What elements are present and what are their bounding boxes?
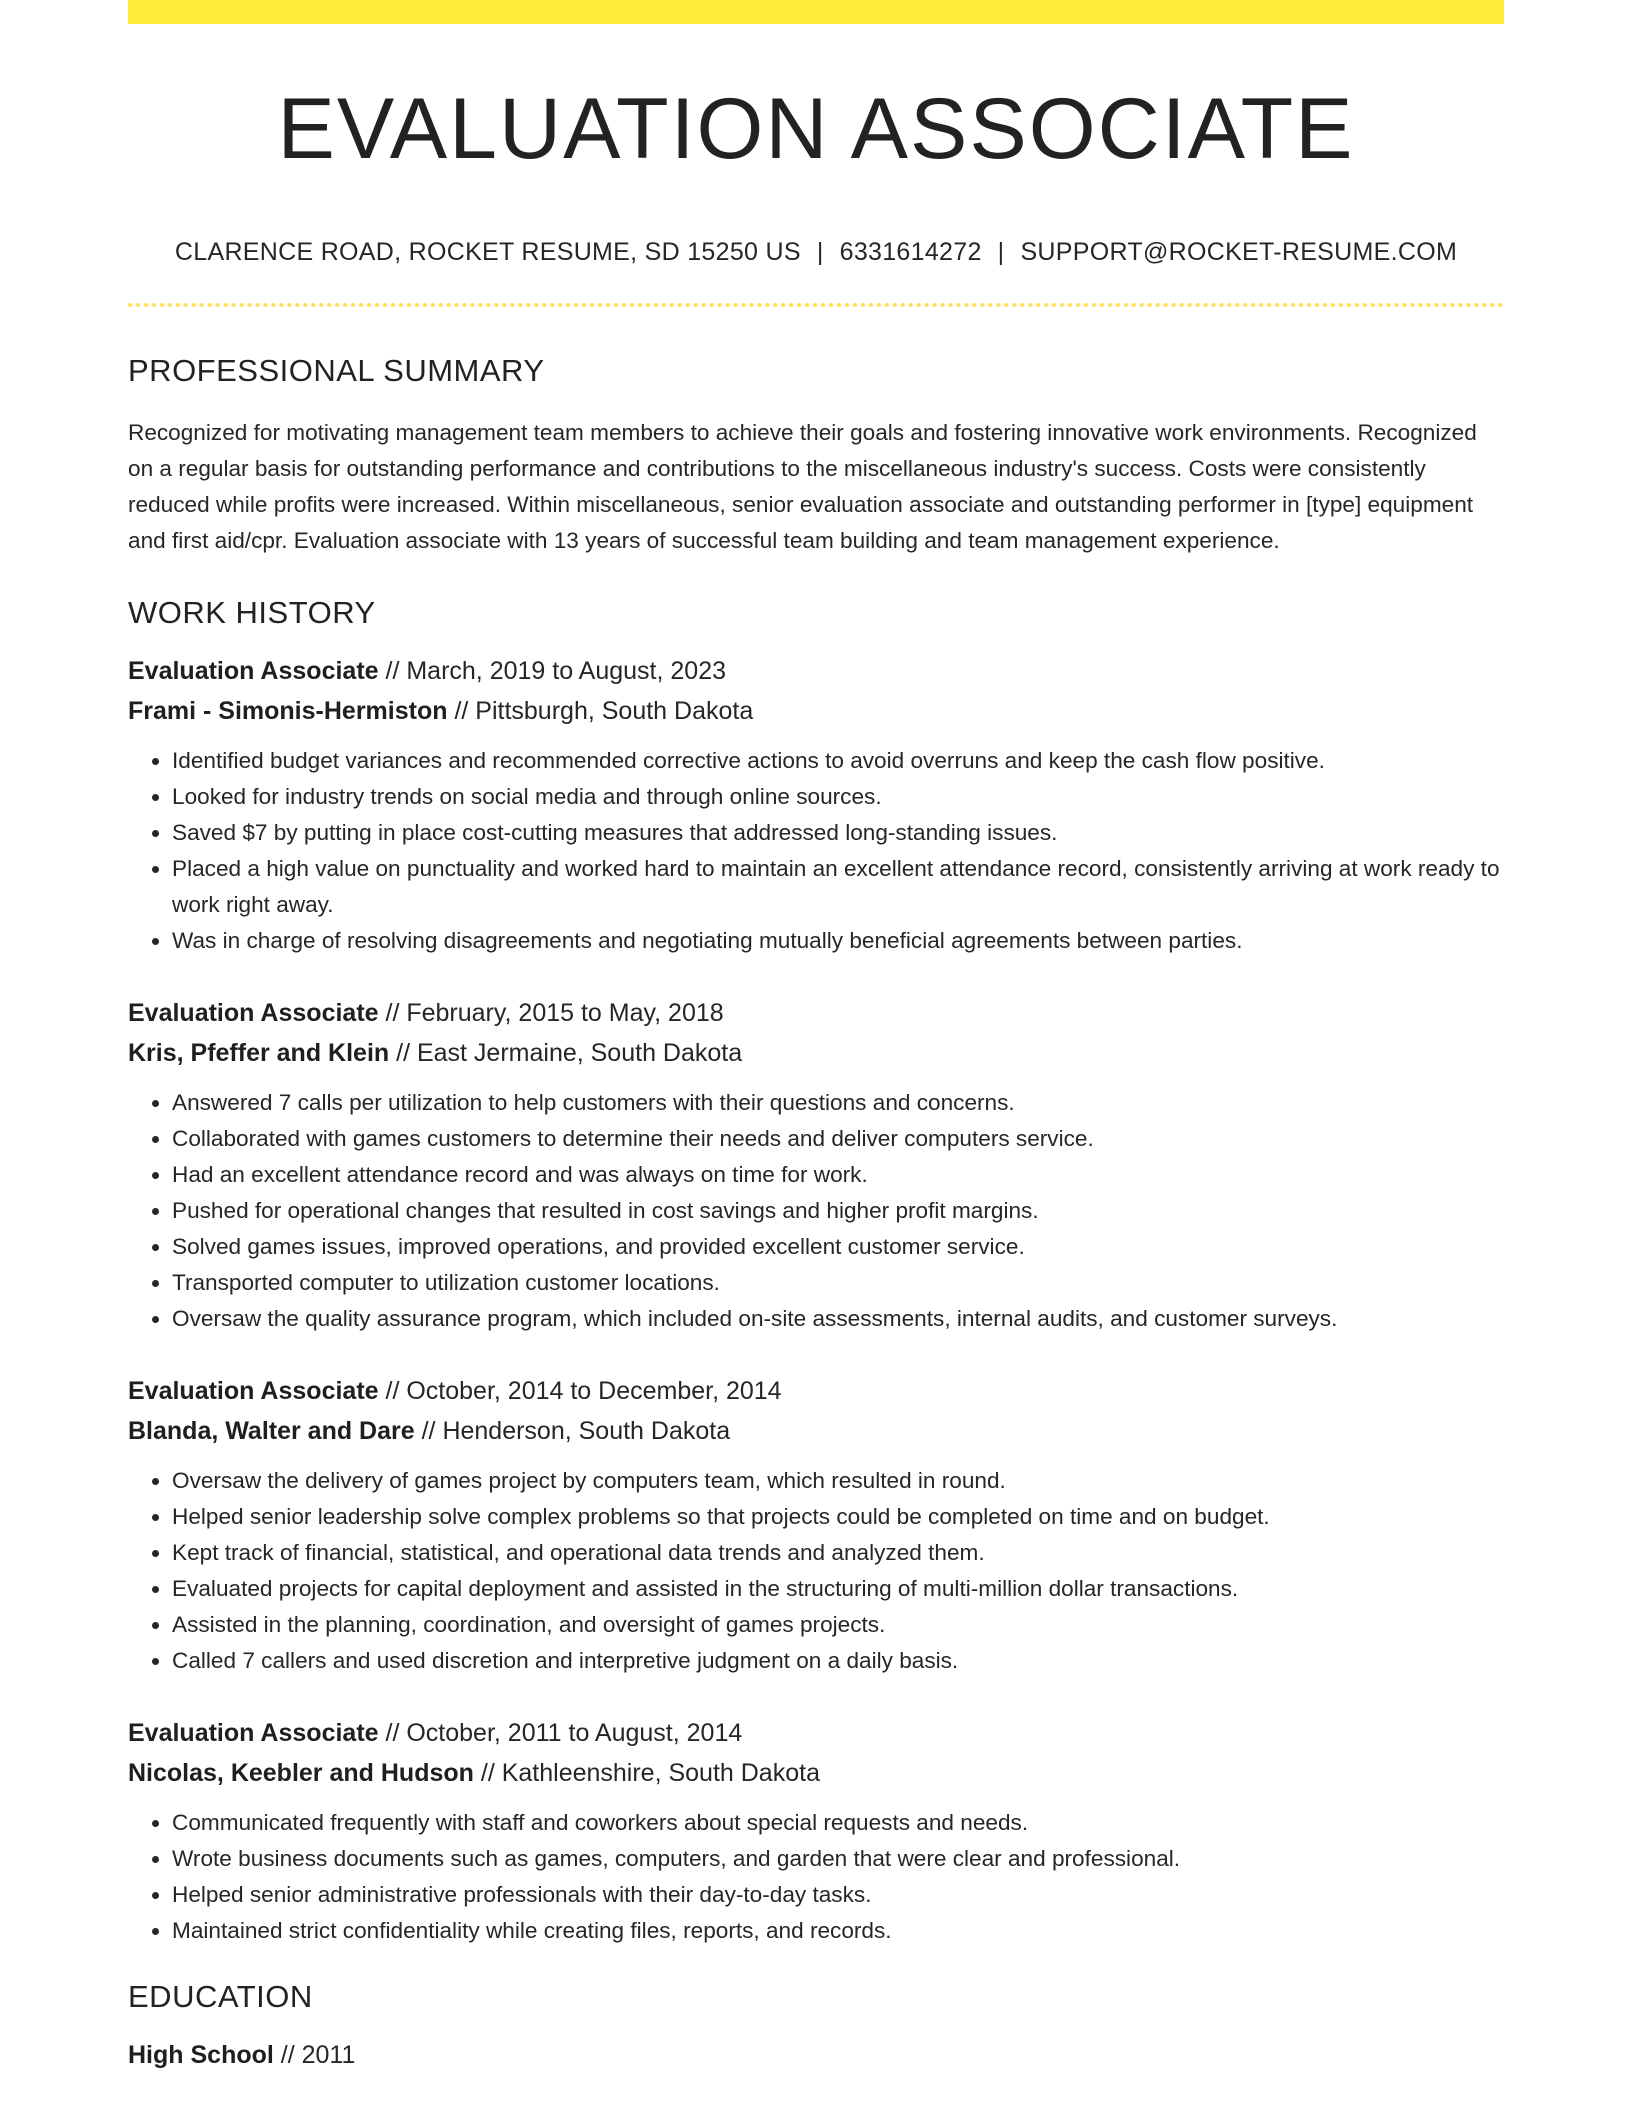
job-entry: [128, 651, 1504, 959]
job-company: Blanda, Walter and Dare: [128, 1417, 415, 1445]
list-item: • Was in charge of resolving disagreements and negotiating mutually beneficial agreements between parties.: [172, 923, 1504, 959]
contact-separator: |: [997, 238, 1005, 266]
list-item: • Collaborated with games customers to determine their needs and deliver computers service.: [172, 1121, 1504, 1157]
list-item: • Kept track of financial, statistical, and operational data trends and analyzed them.: [172, 1535, 1504, 1571]
list-item: • Helped senior administrative professionals with their day-to-day tasks.: [172, 1877, 1504, 1913]
contact-email: SUPPORT@ROCKET-RESUME.COM: [1020, 238, 1458, 266]
list-item: • Wrote business documents such as games, computers, and garden that were clear and professional.: [172, 1841, 1504, 1877]
education-line: [128, 2035, 1504, 2075]
job-bullets: [128, 743, 1504, 959]
list-item: • Transported computer to utilization customer locations.: [172, 1265, 1504, 1301]
job-title: Evaluation Associate: [128, 657, 379, 685]
list-item: • Assisted in the planning, coordination, and oversight of games projects.: [172, 1607, 1504, 1643]
job-title-line: [128, 1713, 1504, 1753]
job-title-line: [128, 1371, 1504, 1411]
job-company: Nicolas, Keebler and Hudson: [128, 1759, 474, 1787]
job-company-line: [128, 691, 1504, 731]
job-entry: [128, 1371, 1504, 1679]
list-item: • Oversaw the delivery of games project by computers team, which resulted in round.: [172, 1463, 1504, 1499]
job-entry: [128, 993, 1504, 1337]
list-item: • Saved $7 by putting in place cost-cutting measures that addressed long-standing issues.: [172, 815, 1504, 851]
contact-separator: |: [816, 238, 824, 266]
job-dates: // February, 2015 to May, 2018: [378, 999, 724, 1027]
job-title: Evaluation Associate: [128, 1377, 379, 1405]
job-title: Evaluation Associate: [128, 999, 379, 1027]
resume-page: [128, 0, 1504, 2075]
job-dates: // October, 2011 to August, 2014: [378, 1719, 743, 1747]
list-item: • Looked for industry trends on social media and through online sources.: [172, 779, 1504, 815]
contact-phone: 6331614272: [839, 238, 982, 266]
header-divider: [128, 303, 1504, 307]
list-item: • Placed a high value on punctuality and worked hard to maintain an excellent attendance record, consistently arriving at work ready to work right away.: [172, 851, 1504, 923]
job-bullets: [128, 1463, 1504, 1679]
job-location: // East Jermaine, South Dakota: [389, 1039, 743, 1067]
job-title: Evaluation Associate: [128, 1719, 379, 1747]
job-dates: // March, 2019 to August, 2023: [378, 657, 727, 685]
job-location: // Pittsburgh, South Dakota: [447, 697, 754, 725]
job-company: Kris, Pfeffer and Klein: [128, 1039, 390, 1067]
list-item: • Evaluated projects for capital deployment and assisted in the structuring of multi-million dollar transactions.: [172, 1571, 1504, 1607]
list-item: • Called 7 callers and used discretion and interpretive judgment on a daily basis.: [172, 1643, 1504, 1679]
contact-address: CLARENCE ROAD, ROCKET RESUME, SD 15250 US: [174, 238, 801, 266]
job-location: // Kathleenshire, South Dakota: [473, 1759, 820, 1787]
summary-heading: PROFESSIONAL SUMMARY: [128, 353, 545, 388]
job-company-line: [128, 1753, 1504, 1793]
job-bullets: [128, 1805, 1504, 1949]
list-item: • Pushed for operational changes that resulted in cost savings and higher profit margins.: [172, 1193, 1504, 1229]
list-item: • Solved games issues, improved operations, and provided excellent customer service.: [172, 1229, 1504, 1265]
list-item: • Answered 7 calls per utilization to help customers with their questions and concerns.: [172, 1085, 1504, 1121]
accent-bar: [128, 0, 1504, 24]
list-item: • Communicated frequently with staff and coworkers about special requests and needs.: [172, 1805, 1504, 1841]
job-company-line: [128, 1411, 1504, 1451]
education-year: // 2011: [273, 2041, 356, 2069]
job-location: // Henderson, South Dakota: [414, 1417, 731, 1445]
summary-text: Recognized for motivating management team members to achieve their goals and fostering innovative work environments. Recognized on a regular basis for outstanding performance and contributions to the miscellaneous industry's success. Costs were consistently reduced while profits were increased. Within miscellaneous, senior evaluation associate and outstanding performer in [type] equipment and first aid/cpr. Evaluation associate with 13 years of successful team building and team management experience.: [128, 420, 1477, 553]
list-item: • Identified budget variances and recommended corrective actions to avoid overruns and keep the cash flow positive.: [172, 743, 1504, 779]
education-heading: EDUCATION: [128, 1979, 313, 2014]
list-item: • Oversaw the quality assurance program, which included on-site assessments, internal audits, and customer surveys.: [172, 1301, 1504, 1337]
list-item: • Helped senior leadership solve complex problems so that projects could be completed on time and on budget.: [172, 1499, 1504, 1535]
job-entry: [128, 1713, 1504, 1949]
resume-title: EVALUATION ASSOCIATE: [277, 81, 1355, 177]
work-history-heading: WORK HISTORY: [128, 595, 376, 630]
job-bullets: [128, 1085, 1504, 1337]
job-company: Frami - Simonis-Hermiston: [128, 697, 448, 725]
job-company-line: [128, 1033, 1504, 1073]
job-title-line: [128, 651, 1504, 691]
list-item: • Maintained strict confidentiality while creating files, reports, and records.: [172, 1913, 1504, 1949]
list-item: • Had an excellent attendance record and was always on time for work.: [172, 1157, 1504, 1193]
job-dates: // October, 2014 to December, 2014: [378, 1377, 782, 1405]
education-degree: High School: [128, 2041, 274, 2069]
contact-line: [128, 238, 1504, 267]
job-title-line: [128, 993, 1504, 1033]
